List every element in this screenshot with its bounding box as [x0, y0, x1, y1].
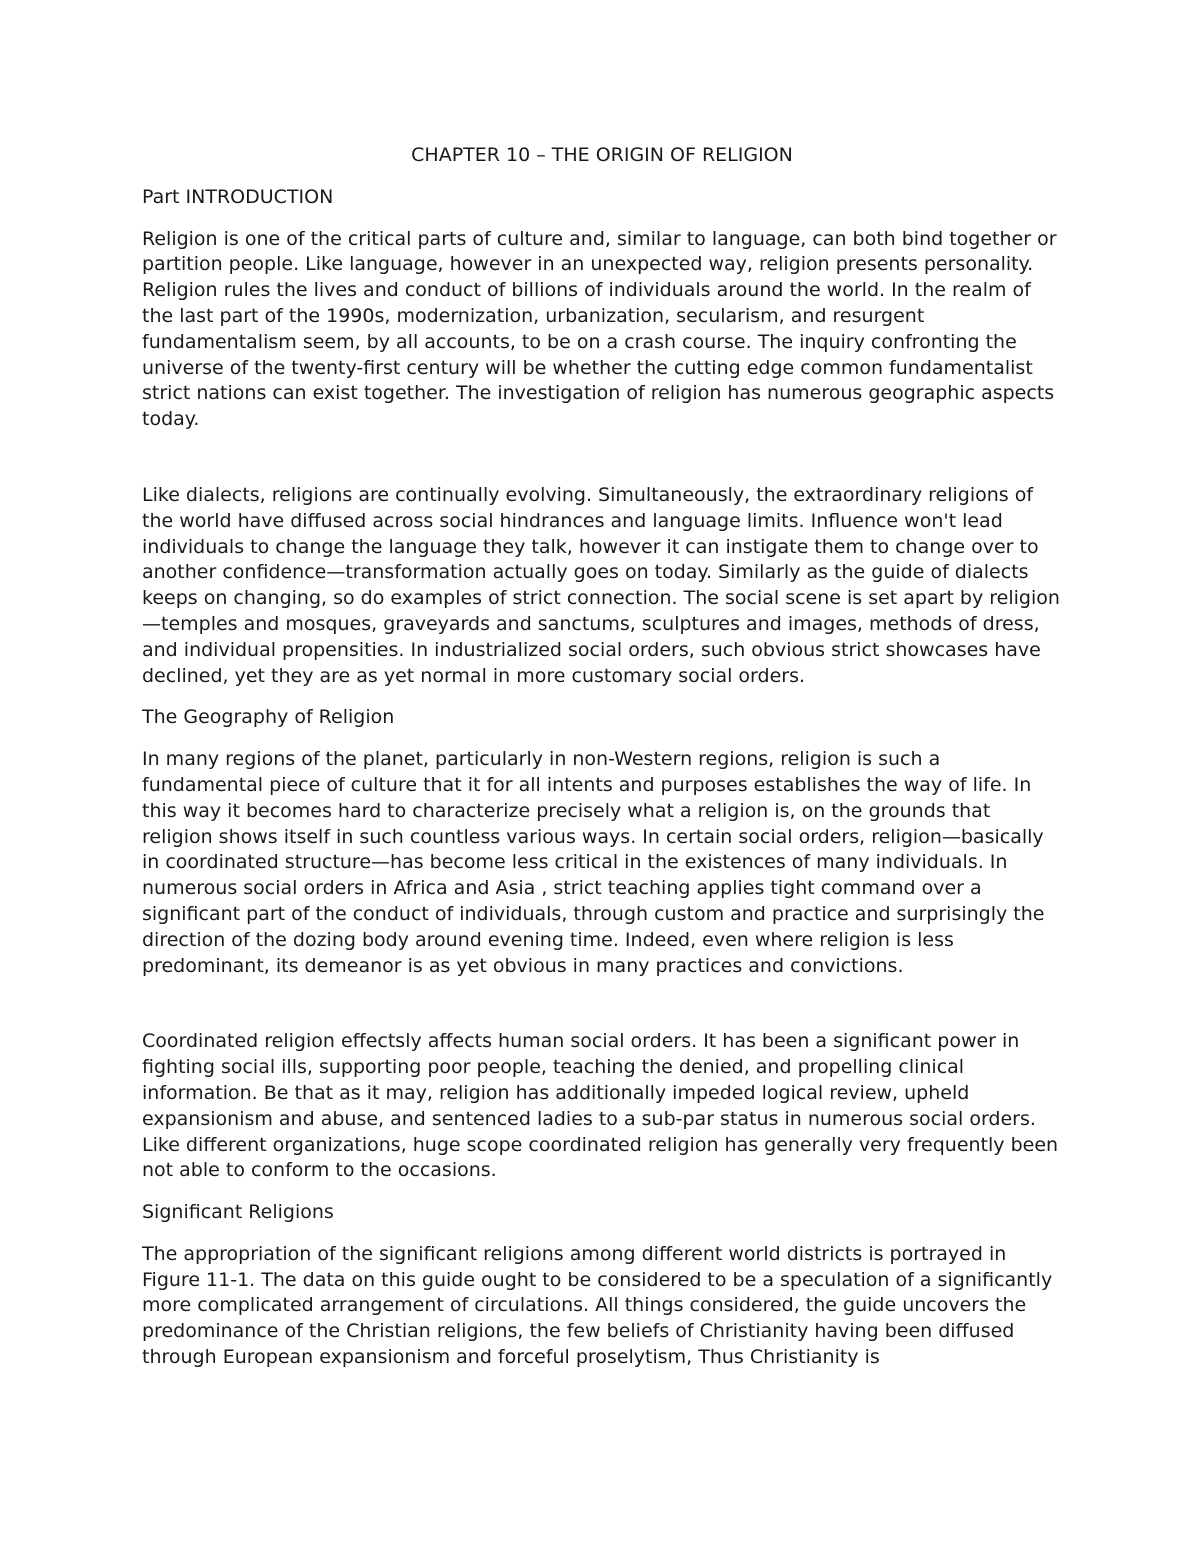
document-body: [142, 143, 1062, 1387]
section-heading-geography: The Geography of Religion: [142, 706, 395, 729]
paragraph-geography-1: In many regions of the planet, particularly in non-Western regions, religion is such a fundamental piece of culture that it for all intents and purposes establishes the way of life. In this way it becomes hard to characterize precisely what a religion is, on the grounds that religion shows itself in such countless various ways. In certain social orders, religion—basically in coordinated structure—has become less critical in the existences of many individuals. In numerous social orders in Africa and Asia , strict teaching applies tight command over a significant part of the conduct of individuals, through custom and practice and surprisingly the direction of the dozing body around evening time. Indeed, even where religion is less predominant, its demeanor is as yet obvious in many practices and convictions.: [142, 748, 1045, 977]
chapter-title: CHAPTER 10 – THE ORIGIN OF RELIGION: [411, 144, 793, 166]
section-heading-significant-religions: Significant Religions: [142, 1201, 334, 1224]
paragraph-introduction-1: Religion is one of the critical parts of culture and, similar to language, can both bind together or partition people. Like language, however in an unexpected way, religion presents personality. Religion rules the lives and conduct of billions of individuals around the world. In the realm of the last part of the 1990s, modernization, urbanization, secularism, and resurgent fundamentalism seem, by all accounts, to be on a crash course. The inquiry confronting the universe of the twenty-first century will be whether the cutting edge common fundamentalist strict nations can exist together. The investigation of religion has numerous geographic aspects today.: [142, 227, 1057, 431]
paragraph-geography-2: Coordinated religion effectsly affects human social orders. It has been a significant power in fighting social ills, supporting poor people, teaching the denied, and propelling clinical information. Be that as it may, religion has additionally impeded logical review, upheld expansionism and abuse, and sentenced ladies to a sub-par status in numerous social orders. Like different organizations, huge scope coordinated religion has generally very frequently been not able to conform to the occasions.: [142, 1030, 1059, 1182]
paragraph-introduction-2: Like dialects, religions are continually evolving. Simultaneously, the extraordinary religions of the world have diffused across social hindrances and language limits. Influence won't lead individuals to change the language they talk, however it can instigate them to change over to another confidence—transformation actually goes on today. Similarly as the guide of dialects keeps on changing, so do examples of strict connection. The social scene is set apart by religion—temples and mosques, graveyards and sanctums, sculptures and images, methods of dress, and individual propensities. In industrialized social orders, such obvious strict showcases have declined, yet they are as yet normal in more customary social orders.: [142, 483, 1060, 687]
section-heading-introduction: Part INTRODUCTION: [142, 185, 334, 208]
paragraph-spacer: [142, 995, 1062, 1029]
paragraph-spacer: [142, 449, 1062, 483]
paragraph-significant-religions-1: The appropriation of the significant religions among different world districts is portrayed in Figure 11-1. The data on this guide ought to be considered to be a speculation of a significantly more complicated arrangement of circulations. All things considered, the guide uncovers the predominance of the Christian religions, the few beliefs of Christianity having been diffused through European expansionism and forceful proselytism, Thus Christianity is: [142, 1242, 1053, 1369]
